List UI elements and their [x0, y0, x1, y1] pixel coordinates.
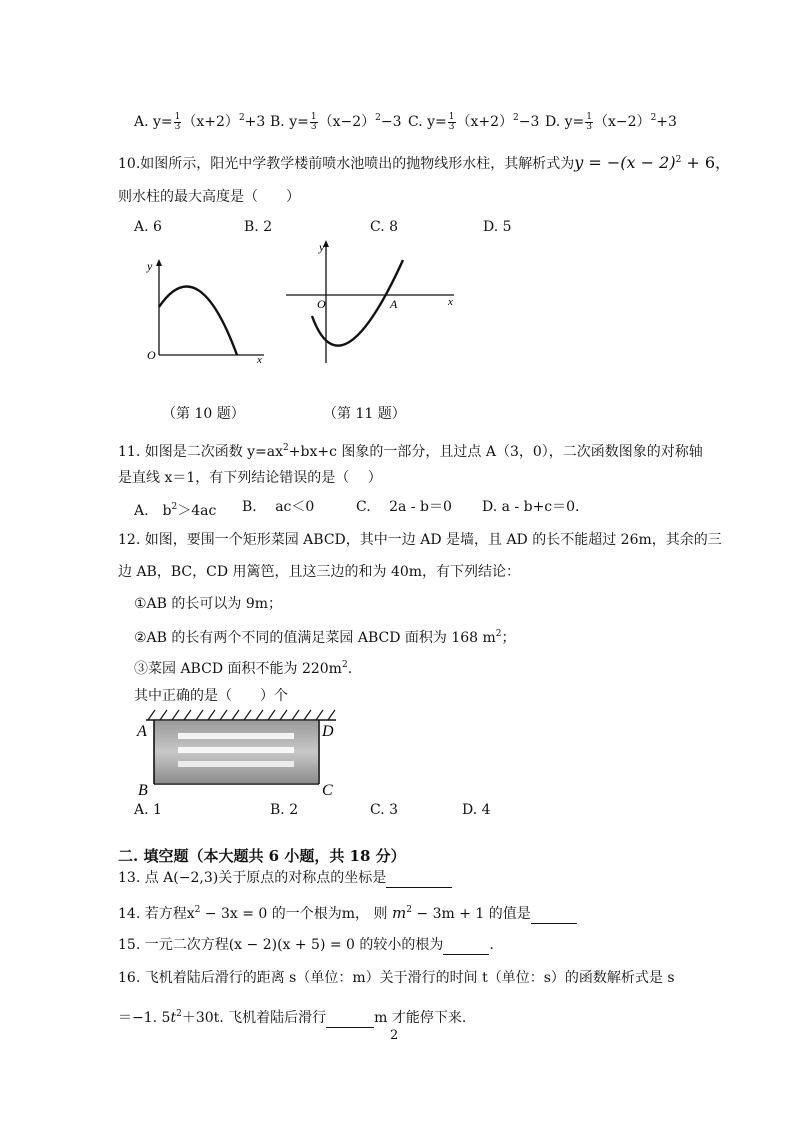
garden-label-b: B	[138, 782, 148, 797]
q9-option-c: C. y= $\frac{1}{3}$ $(x+2)^2-3$	[408, 111, 540, 132]
fig10-y-label: y	[147, 259, 153, 273]
q12-option-c: C. 3	[370, 802, 399, 818]
q11-option-c: C. 2a - b＝0	[356, 499, 452, 515]
q14-answer-blank	[531, 909, 577, 924]
q12-question: 其中正确的是（ ）个	[134, 688, 288, 704]
q12-option-b: B. 2	[270, 802, 299, 818]
q14: 14. 若方程$x^2 - 3x = 0$ 的一个根为m， 则 $m^2 - 3m + 1$ 的值是	[118, 900, 577, 924]
fig11-y-label: y	[319, 240, 325, 254]
q15: 15. 一元二次方程(x − 2)(x + 5) = 0 的较小的根为 .	[118, 937, 494, 953]
q16-stem-2: ＝−1. $5t^2+30t$. 飞机着陆后滑行 m 才能停下来.	[118, 1009, 467, 1026]
q12-stem-2: 边 AB，BC，CD 用篱笆，且这三边的和为 40m，有下列结论：	[118, 564, 521, 580]
q9-option-d: D. y= $\frac{1}{3}$ $(x-2)^2+3$	[545, 111, 677, 132]
q13-answer-blank	[386, 873, 452, 888]
q13: 13. 点 A(−2,3)关于原点的对称点的坐标是	[118, 868, 452, 888]
page-number: 2	[390, 1028, 399, 1043]
q10-option-b: B. 2	[244, 219, 273, 235]
figure-q11	[282, 238, 462, 368]
garden-label-c: C	[322, 782, 333, 797]
q12-option-a: A. 1	[134, 802, 162, 818]
fig11-x-label: x	[448, 296, 453, 308]
q11-stem: 11. 如图是二次函数 $y=ax^2+bx+c$ 图象的一部分，且过点 A（3，0），二次函数图象的对称轴	[118, 443, 703, 460]
figure-q10	[140, 255, 270, 365]
q12-stem: 12. 如图，要围一个矩形菜园 ABCD，其中一边 AD 是墙，且 AD 的长不能超过 26m，其余的三	[118, 532, 722, 548]
q16-stem: 16. 飞机着陆后滑行的距离 s（单位：m）关于滑行的时间 t（单位：s）的函数解析式是 s	[118, 970, 675, 986]
q11-option-b: B. ac＜0	[242, 499, 315, 515]
q10-stem-2: 则水柱的最大高度是（ ）	[118, 189, 300, 205]
q12-claim-2: ②AB 的长有两个不同的值满足菜园 ABCD 面积为 168 $m^2$；	[134, 629, 516, 646]
q11-option-a: A. $b^2>4ac$	[134, 502, 217, 519]
q10-option-c: C. 8	[370, 219, 399, 235]
section-2-title: 二. 填空题（本大题共 6 小题，共 18 分）	[118, 847, 406, 865]
fig11-point-a: A	[390, 297, 398, 311]
q10-stem: 10.如图所示，阳光中学教学楼前喷水池喷出的抛物线形水柱，其解析式为$y = -(x - 2)^2 + 6$，	[118, 153, 732, 172]
q10-option-d: D. 5	[483, 219, 512, 235]
garden-label-d: D	[322, 723, 334, 740]
figure-q12-garden	[134, 705, 344, 797]
fig11-caption: （第 11 题）	[323, 406, 406, 422]
fig10-x-label: x	[257, 354, 262, 365]
q15-answer-blank	[443, 940, 489, 955]
q16-answer-blank	[326, 1013, 374, 1028]
fig10-caption: （第 10 题）	[162, 406, 245, 422]
fig11-origin: O	[317, 297, 326, 311]
q12-claim-1: ①AB 的长可以为 9m；	[134, 596, 283, 612]
q9-option-b: B. y= $\frac{1}{3}$ $(x-2)^2-3$	[270, 111, 402, 132]
q12-claim-3: ③菜园 ABCD 面积不能为 $220m^2$.	[134, 660, 353, 677]
q11-option-d: D. a - b+c＝0.	[482, 499, 580, 515]
q10-option-a: A. 6	[134, 219, 162, 235]
q11-stem-2: 是直线 x＝1，有下列结论错误的是（ ）	[118, 470, 382, 486]
fig10-origin: O	[147, 348, 156, 362]
q9-option-a: A. y= $\frac{1}{3}$ $(x+2)^2+3$	[134, 111, 266, 132]
garden-label-a: A	[137, 723, 147, 740]
q12-option-d: D. 4	[462, 802, 491, 818]
